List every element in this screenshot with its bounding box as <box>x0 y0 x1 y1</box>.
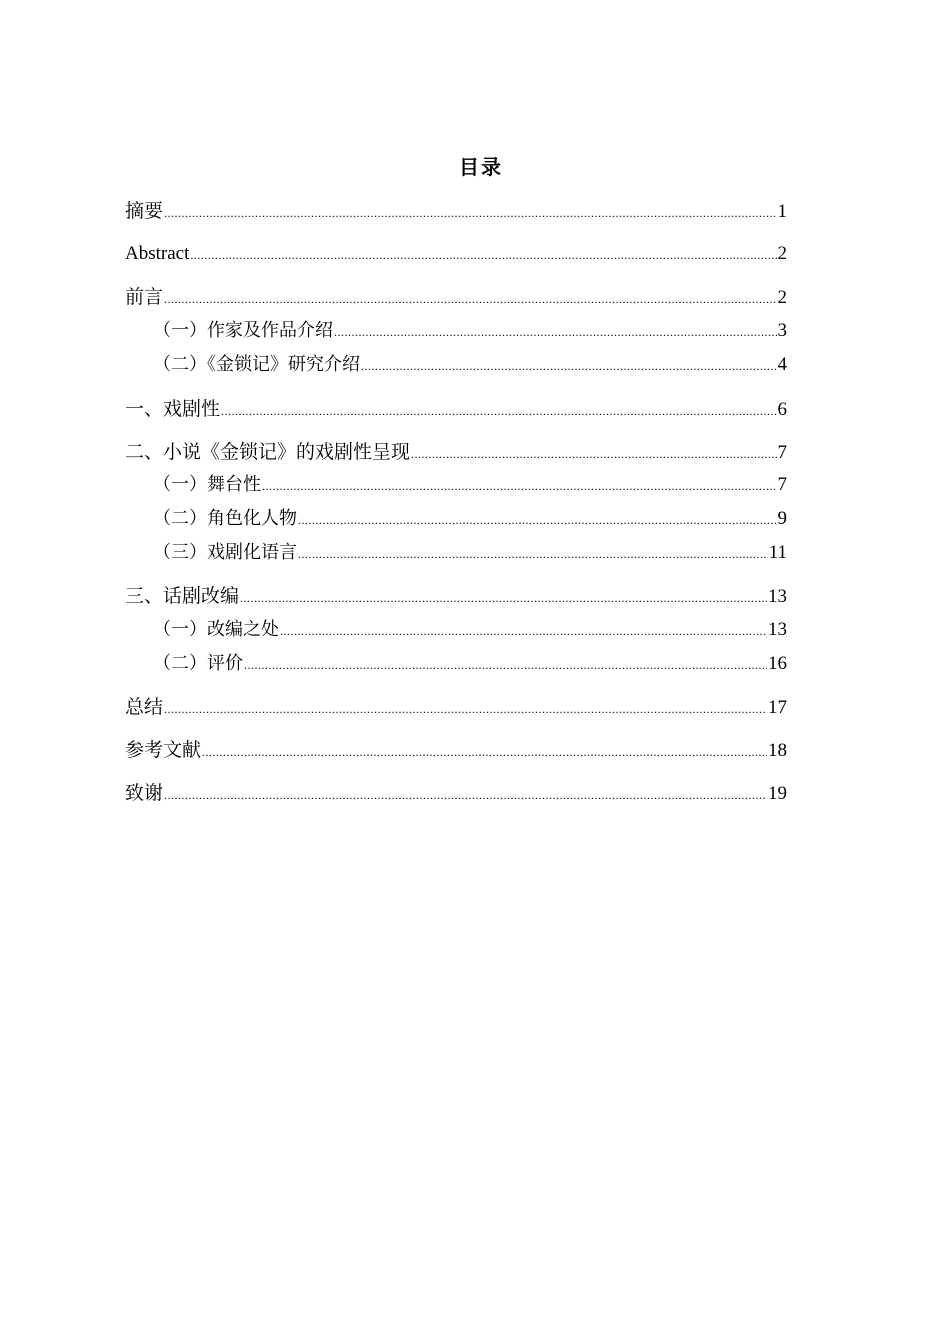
dot-leader <box>164 200 776 226</box>
dot-leader <box>298 507 777 533</box>
dot-leader <box>164 696 767 722</box>
dot-leader <box>262 473 777 499</box>
toc-entry-label: 前言 <box>125 286 164 308</box>
toc-entry-summary[interactable] <box>125 694 787 722</box>
toc-entry-abstract-en[interactable] <box>125 241 787 268</box>
toc-entry-label: （二）角色化人物 <box>153 508 297 529</box>
dot-leader <box>221 398 776 424</box>
toc-entry-label: 二、小说《金锁记》的戏剧性呈现 <box>125 441 411 463</box>
toc-entry-label: （一）作家及作品介绍 <box>153 320 333 341</box>
toc-entry-page: 4 <box>777 354 787 375</box>
toc-entry-acknowledgements[interactable] <box>125 780 787 808</box>
toc-entry-page: 9 <box>777 508 787 529</box>
dot-leader <box>164 286 776 312</box>
toc-entry-language[interactable] <box>125 540 787 567</box>
toc-entry-label: 摘要 <box>125 200 164 222</box>
toc-entry-label: 一、戏剧性 <box>125 398 221 420</box>
toc-entry-label: 总结 <box>125 696 164 718</box>
toc-entry-page: 7 <box>777 442 787 463</box>
dot-leader <box>361 353 777 379</box>
dot-leader <box>164 782 767 808</box>
toc-entry-label: （二）《金锁记》研究介绍 <box>153 354 360 375</box>
toc-entry-label: （一）改编之处 <box>153 619 279 640</box>
dot-leader <box>190 242 776 268</box>
toc-entry-page: 11 <box>768 542 787 563</box>
toc-entry-chapter-1[interactable] <box>125 396 787 424</box>
dot-leader <box>298 541 768 567</box>
toc-entry-label: （二）评价 <box>153 653 243 674</box>
toc-entry-page: 16 <box>768 653 787 674</box>
toc-entry-page: 13 <box>768 586 787 607</box>
toc-entry-page: 2 <box>777 287 787 308</box>
toc-entry-adaptation[interactable] <box>125 617 787 644</box>
toc-entry-page: 17 <box>768 697 787 718</box>
toc-entry-characters[interactable] <box>125 506 787 533</box>
toc-title: 目录 <box>459 155 503 179</box>
toc-entry-page: 18 <box>768 740 787 761</box>
dot-leader <box>334 319 777 345</box>
dot-leader <box>244 652 767 678</box>
toc-entry-label: 致谢 <box>125 782 164 804</box>
toc-entry-chapter-3[interactable] <box>125 583 787 611</box>
toc-entry-page: 13 <box>768 619 787 640</box>
toc-entry-page: 19 <box>768 783 787 804</box>
toc-entry-stage[interactable] <box>125 472 787 499</box>
toc-entry-references[interactable] <box>125 737 787 765</box>
toc-entry-label: 三、话剧改编 <box>125 585 240 607</box>
toc-entry-evaluation[interactable] <box>125 651 787 678</box>
toc-entry-label: （一）舞台性 <box>153 474 261 495</box>
toc-entry-page: 3 <box>777 320 787 341</box>
dot-leader <box>280 618 767 644</box>
toc-entry-author-intro[interactable] <box>125 318 787 345</box>
toc-entry-abstract-cn[interactable] <box>125 198 787 226</box>
toc-entry-label: Abstract <box>125 243 190 264</box>
toc-entry-page: 1 <box>777 201 787 222</box>
toc-entry-page: 7 <box>777 474 787 495</box>
toc-entry-chapter-2[interactable] <box>125 439 787 467</box>
dot-leader <box>202 739 767 765</box>
dot-leader <box>411 441 776 467</box>
toc-entry-label: （三）戏剧化语言 <box>153 542 297 563</box>
toc-entry-preface[interactable] <box>125 284 787 312</box>
toc-entry-research-intro[interactable] <box>125 352 787 379</box>
toc-entry-label: 参考文献 <box>125 739 202 761</box>
toc-entry-page: 2 <box>777 243 787 264</box>
toc-entry-page: 6 <box>777 399 787 420</box>
dot-leader <box>240 585 767 611</box>
